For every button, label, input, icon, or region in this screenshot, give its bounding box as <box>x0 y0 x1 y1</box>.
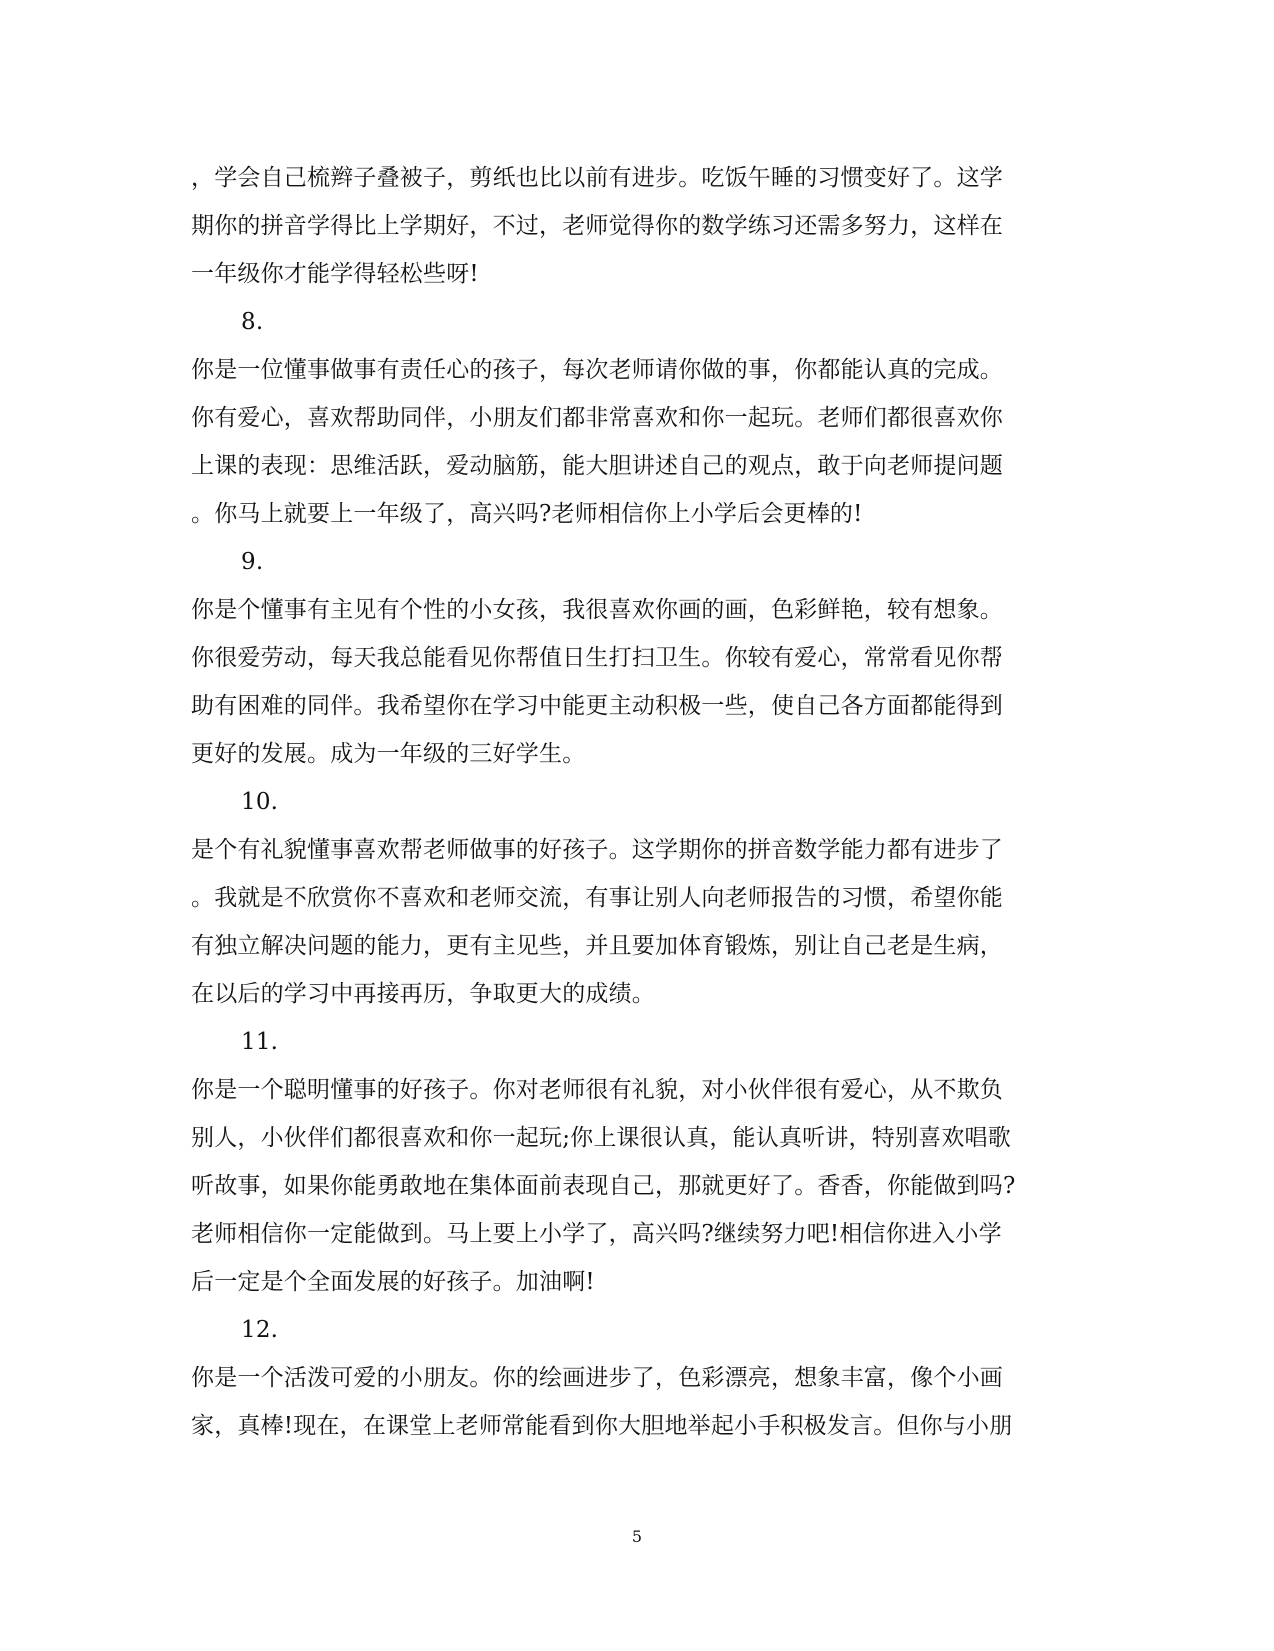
text-line: 期你的拼音学得比上学期好，不过，老师觉得你的数学练习还需多努力，这样在 <box>191 213 1003 239</box>
text-line: 你是一个活泼可爱的小朋友。你的绘画进步了，色彩漂亮，想象丰富，像个小画 <box>191 1365 1003 1391</box>
text-line: ，学会自己梳辫子叠被子，剪纸也比以前有进步。吃饭午睡的习惯变好了。这学 <box>191 165 1003 191</box>
item-number: 10. <box>241 789 279 815</box>
item-number: 9. <box>241 549 264 575</box>
text-line: 你是一位懂事做事有责任心的孩子，每次老师请你做的事，你都能认真的完成。 <box>191 357 1003 383</box>
text-line: 听故事，如果你能勇敢地在集体面前表现自己，那就更好了。香香，你能做到吗? <box>191 1173 1016 1199</box>
page-number: 5 <box>631 1527 643 1546</box>
item-number: 11. <box>241 1029 279 1055</box>
text-line: 。你马上就要上一年级了，高兴吗?老师相信你上小学后会更棒的! <box>191 501 863 527</box>
text-line: 你有爱心，喜欢帮助同伴，小朋友们都非常喜欢和你一起玩。老师们都很喜欢你 <box>191 405 1003 431</box>
text-line: 在以后的学习中再接再历，争取更大的成绩。 <box>191 981 655 1007</box>
text-line: 。我就是不欣赏你不喜欢和老师交流，有事让别人向老师报告的习惯，希望你能 <box>191 885 1003 911</box>
text-line: 后一定是个全面发展的好孩子。加油啊! <box>191 1269 595 1295</box>
text-line: 有独立解决问题的能力，更有主见些，并且要加体育锻炼，别让自己老是生病， <box>191 933 1003 959</box>
document-body <box>191 154 1081 1450</box>
item-number: 12. <box>241 1317 279 1343</box>
text-line: 是个有礼貌懂事喜欢帮老师做事的好孩子。这学期你的拼音数学能力都有进步了 <box>191 837 1003 863</box>
item-number: 8. <box>241 309 264 335</box>
text-line: 家，真棒!现在，在课堂上老师常能看到你大胆地举起小手积极发言。但你与小朋 <box>191 1413 1013 1439</box>
text-line: 助有困难的同伴。我希望你在学习中能更主动积极一些，使自己各方面都能得到 <box>191 693 1003 719</box>
text-line: 一年级你才能学得轻松些呀! <box>191 261 479 287</box>
text-line: 更好的发展。成为一年级的三好学生。 <box>191 741 586 767</box>
text-line: 上课的表现：思维活跃，爱动脑筋，能大胆讲述自己的观点，敢于向老师提问题 <box>191 453 1003 479</box>
text-line: 你很爱劳动，每天我总能看见你帮值日生打扫卫生。你较有爱心，常常看见你帮 <box>191 645 1003 671</box>
text-line: 你是个懂事有主见有个性的小女孩，我很喜欢你画的画，色彩鲜艳，较有想象。 <box>191 597 1003 623</box>
text-line: 你是一个聪明懂事的好孩子。你对老师很有礼貌，对小伙伴很有爱心，从不欺负 <box>191 1077 1003 1103</box>
text-line: 老师相信你一定能做到。马上要上小学了，高兴吗?继续努力吧!相信你进入小学 <box>191 1221 1002 1247</box>
text-line: 别人，小伙伴们都很喜欢和你一起玩;你上课很认真，能认真听讲，特别喜欢唱歌 <box>191 1125 1011 1151</box>
